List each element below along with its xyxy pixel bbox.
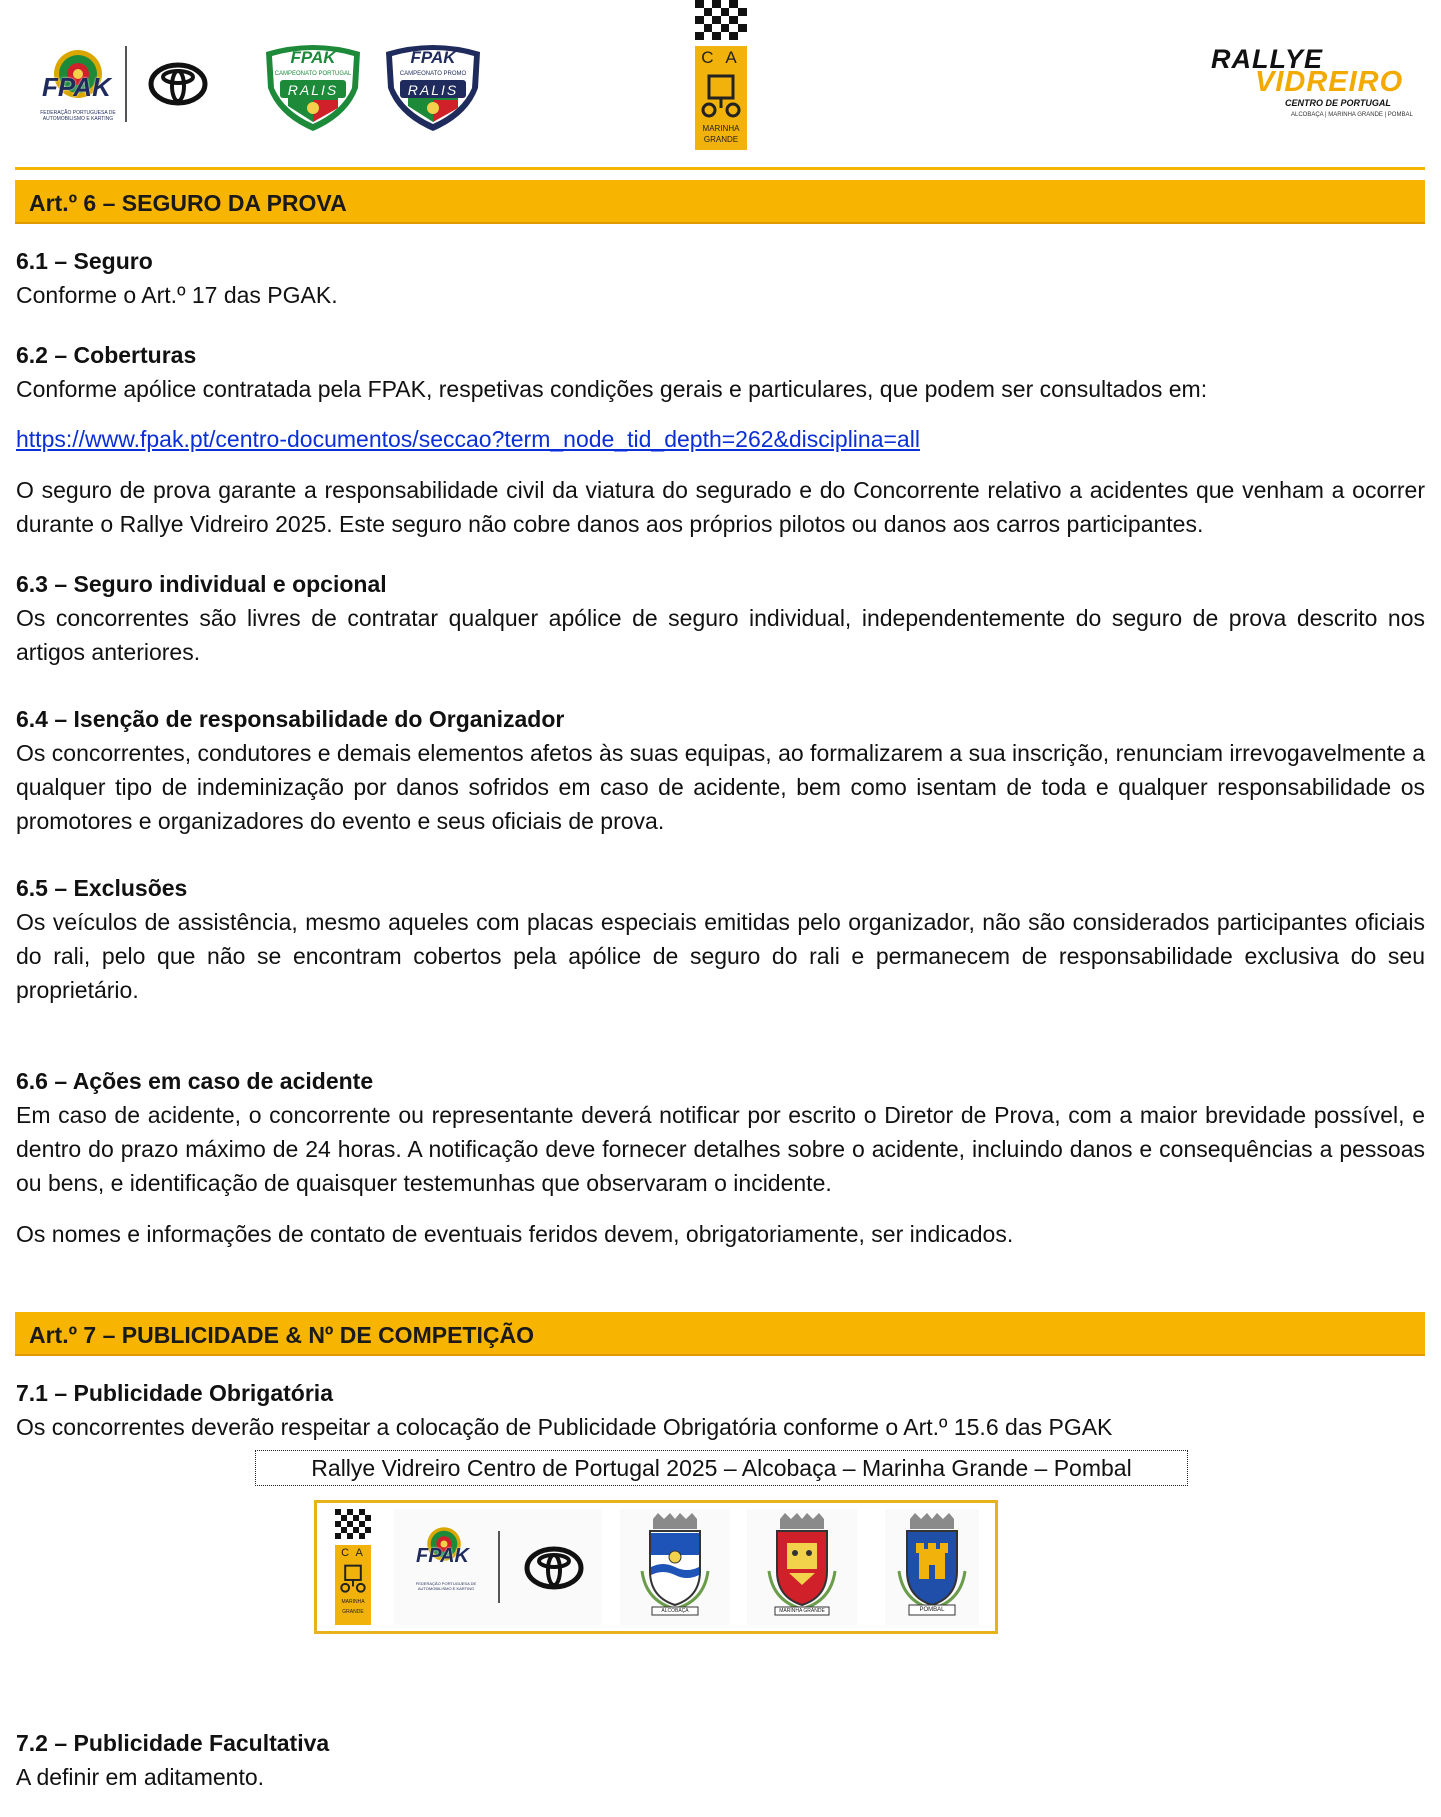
toyota-logo (148, 62, 208, 106)
strip-pombal-coat-of-arms (885, 1509, 979, 1625)
strip-alcobaca-ribbon: ALCOBAÇA (661, 1608, 689, 1614)
section-bar-art6 (15, 180, 1425, 224)
rallye-logo-line3: CENTRO DE PORTUGAL (1285, 98, 1391, 108)
strip-alcobaca-coat-of-arms (620, 1509, 730, 1625)
checkered-flag-icon (335, 1509, 371, 1545)
text-7-2: A definir em aditamento. (16, 1764, 265, 1790)
mandatory-advertising-caption: Rallye Vidreiro Centro de Portugal 2025 – Alcobaça – Marinha Grande – Pombal (255, 1450, 1188, 1486)
heading-7-1: 7.1 – Publicidade Obrigatória (16, 1380, 333, 1406)
crest-campeonato-portugal (258, 38, 368, 133)
fpak-logo-subtitle: FEDERAÇÃO PORTUGUESA DE AUTOMOBILISMO E KARTING (40, 110, 116, 122)
mandatory-sponsor-strip (314, 1500, 998, 1634)
heading-6-2: 6.2 – Coberturas (16, 342, 197, 368)
text-7-1: Os concorrentes deverão respeitar a colocação de Publicidade Obrigatória conforme o Art.º 15.6 das PGAK (16, 1414, 1113, 1440)
section-7-2 (16, 1726, 1425, 1794)
heading-6-4: 6.4 – Isenção de responsabilidade do Organizador (16, 706, 565, 732)
fpak-logo-name: FPAK (42, 72, 111, 102)
heading-6-1: 6.1 – Seguro (16, 248, 153, 274)
checkered-flag-icon (695, 0, 747, 46)
crest-cpr-line1: CAMPEONATO PORTUGAL (274, 71, 352, 77)
rallye-logo-line4: ALCOBAÇA | MARINHA GRANDE | POMBAL (1291, 112, 1413, 118)
vintage-car-icon (701, 72, 741, 118)
toyota-emblem-icon (524, 1546, 584, 1590)
section-6-6 (16, 1064, 1425, 1200)
toyota-emblem-icon (148, 62, 208, 106)
section-6-3 (16, 567, 1425, 669)
crest-cpr-line2: RALIS (287, 82, 339, 98)
section-6-5 (16, 871, 1425, 1007)
strip-ca-place2: GRANDE (342, 1609, 364, 1615)
text-6-6-injured: Os nomes e informações de contato de eventuais feridos devem, obrigatoriamente, ser indicados. (16, 1221, 1014, 1247)
section-bar-art7 (15, 1312, 1425, 1356)
text-6-6: Em caso de acidente, o concorrente ou representante deverá notificar por escrito o Diretor de Prova, com a maior brevidade possível, e dentro do prazo máximo de 24 horas. A notificação deve fornecer detalhes sobre o acidente, incluindo danos e consequências a pessoas ou bens, e identificação de quaisquer testemunhas que observaram o incidente. (16, 1102, 1425, 1196)
fpak-documents-link[interactable]: https://www.fpak.pt/centro-documentos/seccao?term_node_tid_depth=262&disciplina=all (16, 426, 920, 452)
heading-7-2: 7.2 – Publicidade Facultativa (16, 1730, 330, 1756)
rallye-logo-line1: RALLYE (1211, 44, 1323, 74)
crest-promo-top: FPAK (410, 48, 456, 67)
heading-6-5: 6.5 – Exclusões (16, 875, 188, 901)
ca-marinha-grande-logo (695, 0, 747, 150)
crest-promo-line2: RALIS (407, 82, 459, 98)
section-7-1 (16, 1376, 1425, 1444)
text-6-5: Os veículos de assistência, mesmo aqueles com placas especiais emitidas pelo organizador, não são considerados participantes oficiais do rali, pelo que não se encontram cobertos pela apólice de seguro do rali e permanecem de responsabilidade exclusiva do seu proprietário. (16, 909, 1425, 1003)
text-6-4: Os concorrentes, condutores e demais elementos afetos às suas equipas, ao formalizarem a sua inscrição, renunciam irrevogavelmente a qualquer tipo de indeminização por danos sofridos em caso de acidente, bem como isentam de toda e qualquer responsabilidade os promotores e organizadores do evento e seus oficiais de prova. (16, 740, 1425, 834)
heading-6-6: 6.6 – Ações em caso de acidente (16, 1068, 374, 1094)
section-6-4 (16, 702, 1425, 838)
fpak-logo (38, 44, 118, 124)
strip-pombal-ribbon: POMBAL (919, 1607, 945, 1613)
page-header (0, 0, 1441, 160)
strip-divider (498, 1531, 500, 1603)
strip-marinha-grande-coat-of-arms (747, 1509, 857, 1625)
crest-campeonato-promo (378, 38, 488, 133)
ca-place2: GRANDE (703, 135, 739, 144)
rallye-logo-line2: VIDREIRO (1255, 66, 1404, 98)
crest-cpr-top: FPAK (290, 48, 336, 67)
strip-fpak-toyota (394, 1509, 602, 1625)
strip-ca-letters: C A (341, 1547, 365, 1559)
section-6-1 (16, 244, 1425, 312)
strip-fpak-subtitle: FEDERAÇÃO PORTUGUESA DE AUTOMOBILISMO E KARTING (415, 1581, 477, 1591)
art7-title: Art.º 7 – PUBLICIDADE & Nº DE COMPETIÇÃO (29, 1322, 534, 1348)
section-6-2 (16, 338, 1425, 406)
strip-fpak-name: FPAK (416, 1545, 469, 1567)
vintage-car-icon (340, 1563, 366, 1593)
art6-title: Art.º 6 – SEGURO DA PROVA (29, 190, 347, 216)
text-6-1: Conforme o Art.º 17 das PGAK. (16, 282, 338, 308)
logo-divider (125, 46, 127, 122)
crest-promo-line1: CAMPEONATO PROMO (399, 71, 467, 77)
ca-letters: C A (701, 48, 741, 67)
rallye-vidreiro-logo (1205, 44, 1430, 124)
ca-place1: MARINHA (702, 124, 740, 133)
heading-6-3: 6.3 – Seguro individual e opcional (16, 571, 387, 597)
text-6-3: Os concorrentes são livres de contratar qualquer apólice de seguro individual, independentemente do seguro de prova descrito nos artigos anteriores. (16, 605, 1425, 665)
strip-marinha-ribbon: MARINHA GRANDE (779, 1608, 825, 1614)
strip-ca-place1: MARINHA (341, 1599, 365, 1605)
strip-ca-logo (335, 1509, 371, 1625)
header-rule (15, 167, 1425, 170)
text-6-2-coverage: O seguro de prova garante a responsabilidade civil da viatura do segurado e do Concorrente relativo a acidentes que venham a ocorrer durante o Rallye Vidreiro 2025. Este seguro não cobre danos aos próprios pilotos ou danos aos carros participantes. (16, 477, 1425, 537)
text-6-2: Conforme apólice contratada pela FPAK, respetivas condições gerais e particulares, que podem ser consultados em: (16, 376, 1208, 402)
fpak-documents-link-row (16, 422, 1425, 456)
